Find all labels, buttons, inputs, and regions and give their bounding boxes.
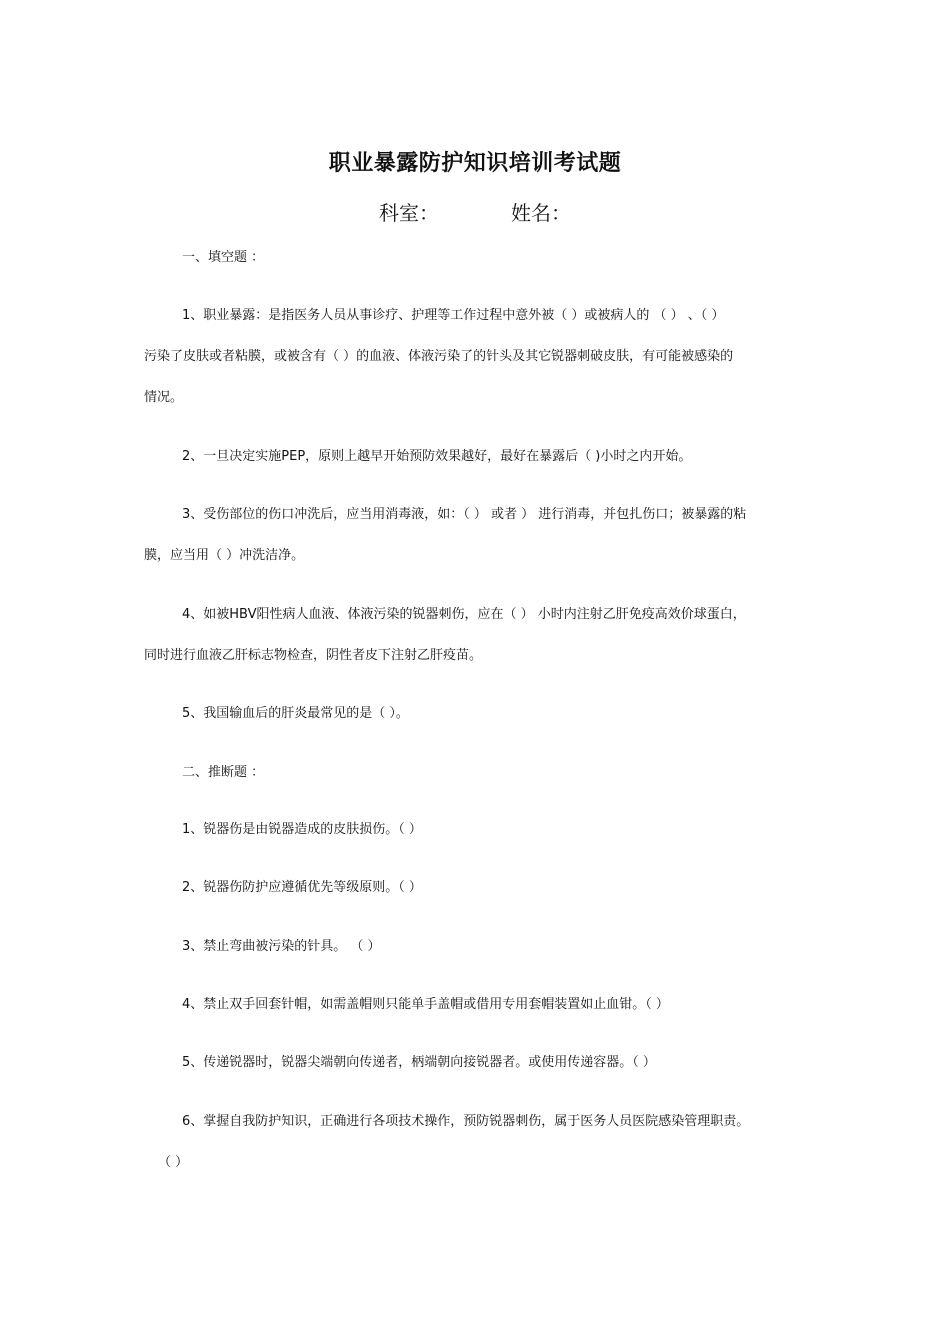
- header-fields: [0, 197, 950, 226]
- tf-q4: 4、禁止双手回套针帽，如需盖帽则只能单手盖帽或借用专用套帽装置如止血钳。（ ）: [182, 997, 669, 1012]
- section-heading-true-false: 二、推断题 ：: [182, 765, 265, 780]
- tf-q6-line2: （ ）: [158, 1155, 189, 1170]
- tf-q1: 1、锐器伤是由锐器造成的皮肤损伤。（ ）: [182, 822, 422, 837]
- fill-q4-line1: 4、如被HBV阳性病人血液、体液污染的锐器刺伤，应在（ ） 小时内注射乙肝免疫高效价球蛋白，: [182, 607, 746, 622]
- section-heading-fill-blank: 一、填空题 ：: [182, 250, 265, 265]
- fill-q1-line3: 情况。: [144, 390, 184, 405]
- tf-q2: 2、锐器伤防护应遵循优先等级原则。（ ）: [182, 880, 422, 895]
- tf-q3: 3、禁止弯曲被污染的针具。 （ ）: [182, 939, 381, 954]
- name-label: 姓名：: [511, 201, 571, 225]
- department-label: 科室：: [379, 201, 439, 225]
- fill-q1-line1: 1、职业暴露：是指医务人员从事诊疗、护理等工作过程中意外被（ ）或被病人的 （ ） 、（ ）: [182, 308, 725, 323]
- fill-q3-line2: 膜，应当用（ ）冲洗洁净。: [144, 548, 305, 563]
- tf-q5: 5、传递锐器时，锐器尖端朝向传递者，柄端朝向接锐器者。或使用传递容器。（ ）: [182, 1055, 656, 1070]
- fill-q3-line1: 3、受伤部位的伤口冲洗后，应当用消毒液，如：（ ） 或者 ） 进行消毒，并包扎伤口；被暴露的粘: [182, 507, 747, 522]
- fill-q5: 5、我国输血后的肝炎最常见的是（ ）。: [182, 706, 409, 721]
- fill-q4-line2: 同时进行血液乙肝标志物检查，阴性者皮下注射乙肝疫苗。: [144, 648, 483, 663]
- document-title: 职业暴露防护知识培训考试题: [328, 150, 622, 176]
- fill-q2: 2、一旦决定实施PEP，原则上越早开始预防效果越好，最好在暴露后（ )小时之内开始。: [182, 449, 692, 464]
- fill-q1-line2: 污染了皮肤或者粘膜，或被含有（ ）的血液、体液污染了的针头及其它锐器刺破皮肤，有可能被感染的: [144, 349, 734, 364]
- tf-q6-line1: 6、掌握自我防护知识，正确进行各项技术操作，预防锐器刺伤，属于医务人员医院感染管理职责。: [182, 1114, 750, 1129]
